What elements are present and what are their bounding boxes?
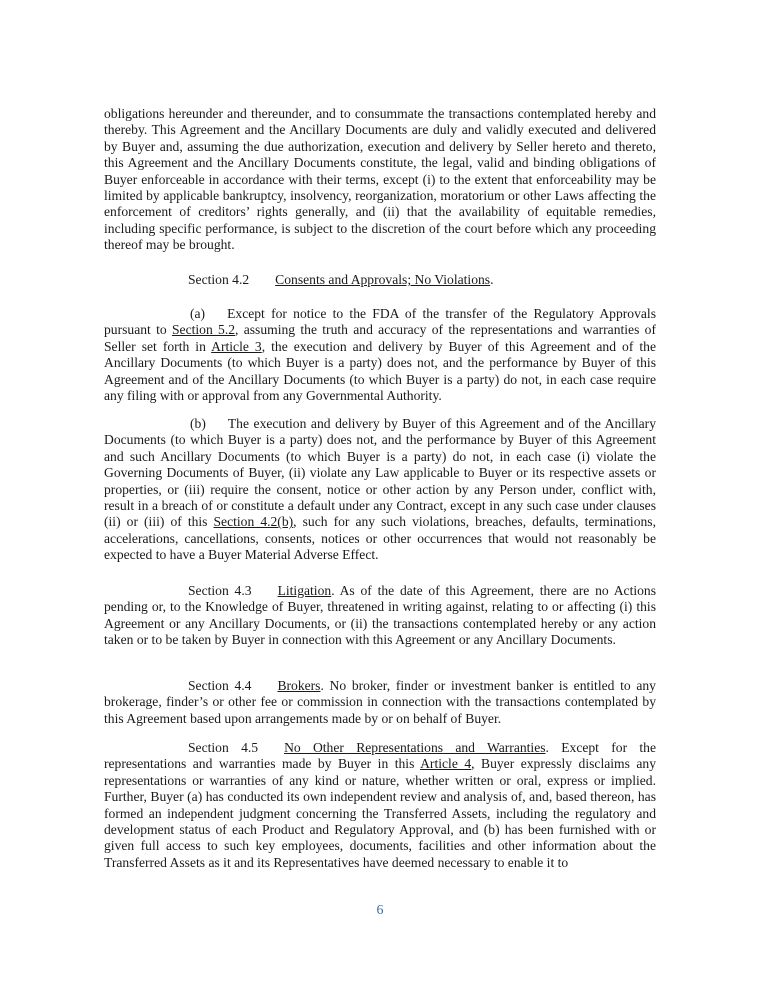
section-4-5	[104, 740, 656, 871]
section-title: Brokers	[277, 678, 321, 693]
section-4-4	[104, 678, 656, 727]
section-title: Consents and Approvals; No Violations	[275, 272, 491, 287]
section-number: Section 4.3	[188, 583, 252, 598]
section-number: Section 4.5	[188, 740, 259, 755]
paragraph-a	[104, 306, 656, 404]
page-number: 6	[376, 903, 384, 918]
section-number: Section 4.2	[188, 272, 250, 287]
section-text: . No broker, finder or investment banker is entitled to any brokerage, finder’s or other fee or commission in connection with the transactions contemplated by this Agreement based upon arrangements made by or on behalf of Buyer.	[104, 678, 656, 726]
cross-reference-link[interactable]: Section 5.2	[171, 322, 236, 338]
section-4-2-heading	[104, 272, 740, 288]
section-text: . As of the date of this Agreement, there are no Actions pending or, to the Knowledge of Buyer, threatened in writing against, relating to or affecting (i) this Agreement or any Ancillary Documents, or (ii) the transactions contemplated hereby or any action taken or to be taken by Buyer in connection with this Agreement or any Ancillary Documents.	[104, 583, 657, 648]
section-title: No Other Representations and Warranties	[284, 740, 546, 755]
paragraph-intro: obligations hereunder and thereunder, and to consummate the transactions contemplated hereby and thereby. This Agreement and the Ancillary Documents are duly and validly executed and delivered by Buyer and, assuming the due authorization, execution and delivery by Seller hereto and thereto, this Agreement and the Ancillary Documents constitute, the legal, valid and binding obligations of Buyer enforceable in accordance with their terms, except (i) to the extent that enforceability may be limited by applicable bankruptcy, insolvency, reorganization, moratorium or other Laws affecting the enforcement of creditors’ rights generally, and (ii) that the availability of equitable remedies, including specific performance, is subject to the discretion of the court before which any proceeding thereof may be brought.	[104, 106, 656, 253]
section-4-3	[104, 583, 656, 649]
cross-reference-link[interactable]: Article 3	[211, 338, 262, 354]
paragraph-text: Except for notice to the FDA of the transfer of the Regulatory Approvals pursuant to	[104, 306, 656, 338]
paragraph-text: , assuming the truth and accuracy of the representations and warranties of Seller set forth in	[104, 322, 656, 354]
cross-reference-link[interactable]: Article 4	[420, 756, 472, 772]
paragraph-text: , such for any such violations, breaches, defaults, terminations, accelerations, cancellations, consents, notices or other occurrences that would not reasonably be expected to have a Buyer Material Adverse Effect.	[104, 514, 656, 563]
section-text: , Buyer expressly disclaims any representations or warranties of any kind or nature, whether written or oral, express or implied. Further, Buyer (a) has conducted its own independent review and analysis of, and, based thereon, has formed an independent judgment concerning the Transferred Assets, including the regulatory and development status of each Product and Regulatory Approval, and (b) has been furnished with or given full access to such key employees, documents, facilities and other information about the Transferred Assets as it and its Representatives have deemed necessary to enable it to	[104, 756, 657, 870]
section-title: Litigation	[277, 583, 332, 598]
paragraph-label: (b)	[190, 416, 206, 431]
section-title-end: .	[490, 272, 494, 287]
paragraph-text: , the execution and delivery by Buyer of this Agreement and of the Ancillary Documents (to which Buyer is a party) does not, and the performance by Buyer of this Agreement and of the Ancillary Documents (to which Buyer is a party) do not, in each case require any filing with or approval from any Governmental Authority.	[104, 338, 656, 404]
section-text: . Except for the representations and warranties made by Buyer in this	[104, 740, 656, 772]
cross-reference-link[interactable]: Section 4.2(b)	[213, 514, 294, 530]
paragraph-b	[104, 416, 656, 564]
paragraph-label: (a)	[190, 306, 206, 321]
section-number: Section 4.4	[188, 678, 252, 693]
paragraph-text: The execution and delivery by Buyer of this Agreement and of the Ancillary Documents (to which Buyer is a party) does not, and the performance by Buyer of this Agreement and such Ancillary Documents (to which Buyer is a party) do not, in each case (i) violate the Governing Documents of Buyer, (ii) violate any Law applicable to Buyer or its respective assets or properties, or (iii) require the consent, notice or other action by any Person under, conflict with, result in a breach of or constitute a default under any Contract, except in any such case under clauses (ii) or (iii) of this	[104, 416, 656, 530]
